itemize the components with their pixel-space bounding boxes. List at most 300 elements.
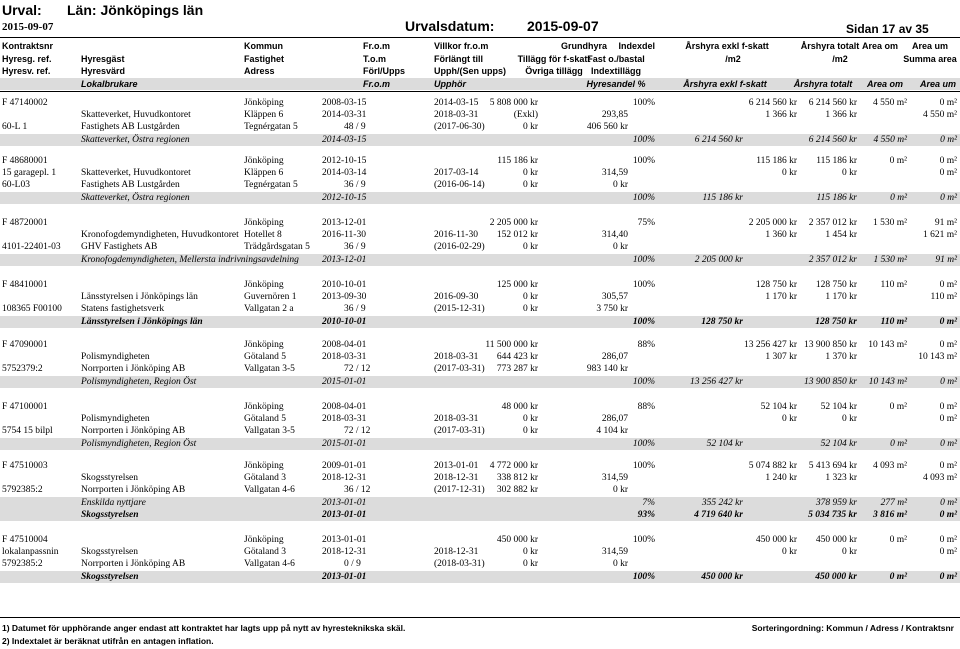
record-r1-col-0: F 47510003 xyxy=(2,461,48,471)
record-r1-col-6: 2 205 000 kr xyxy=(748,218,797,228)
header-top-rule xyxy=(0,37,960,38)
record-r1-col-1: Jönköping xyxy=(244,535,284,545)
band-col-5: 450 000 kr xyxy=(815,572,857,582)
band-col-3: 100% xyxy=(632,439,655,449)
urval-label: Urval: xyxy=(2,2,42,18)
record-r3-col-3: 72 / 12 xyxy=(344,426,371,436)
record-r1-col-5: 100% xyxy=(632,535,655,545)
header-row2-col-8: /m2 xyxy=(832,54,848,64)
band-col-5: 52 104 kr xyxy=(820,439,857,449)
band-col-0: Länsstyrelsen i Jönköpings län xyxy=(81,317,203,327)
record-r1-col-7: 450 000 kr xyxy=(815,535,857,545)
header-row3-col-1: Hyresvärd xyxy=(81,66,126,76)
record-r1-col-0: F 47140002 xyxy=(2,98,48,108)
band-col-1: 2013-01-01 xyxy=(322,510,367,520)
header-row1-col-5: Indexdel xyxy=(618,41,655,51)
record-r2-col-7: 1 360 kr xyxy=(765,230,797,240)
record-r1-col-2: 2008-04-01 xyxy=(322,340,367,350)
record-r1-col-5: 88% xyxy=(637,402,655,412)
band-col-3: 7% xyxy=(642,498,655,508)
record-r3-col-4: (2016-06-14) xyxy=(434,180,485,190)
band-col-7: 0 m² xyxy=(939,317,957,327)
header-row3-col-5: Övriga tillägg xyxy=(525,66,583,76)
footer-rule xyxy=(0,617,960,618)
record-r3-col-6: 4 104 kr xyxy=(596,426,628,436)
record-r3-col-1: Norrporten i Jönköping AB xyxy=(81,559,186,569)
record-r1-col-2: 2010-10-01 xyxy=(322,280,367,290)
record-r2-col-4: 2018-12-31 xyxy=(434,473,479,483)
record-r1-col-7: 6 214 560 kr xyxy=(808,98,857,108)
band-col-7: 0 m² xyxy=(940,135,957,145)
record-r2-col-5: 644 423 kr xyxy=(496,352,538,362)
record-r2-col-2: Kläppen 6 xyxy=(244,110,284,120)
record-r3-col-0: 5792385:2 xyxy=(2,559,43,569)
header-row1-col-9: Area um xyxy=(911,41,949,51)
record-r1-col-1: Jönköping xyxy=(244,98,284,108)
record-r3-col-1: GHV Fastighets AB xyxy=(81,242,158,252)
header-row1-col-6: Årshyra exkl f-skatt xyxy=(685,41,769,51)
band-col-5: 13 900 850 kr xyxy=(803,377,857,387)
record-r2-col-5: 0 kr xyxy=(522,547,538,557)
band-col-6: 110 m² xyxy=(880,317,907,327)
header-row1-col-7: Årshyra totalt xyxy=(800,41,860,51)
record-r2-col-7: 0 kr xyxy=(781,547,797,557)
record-r3-col-3: 36 / 9 xyxy=(344,242,366,252)
record-r1-col-5: 100% xyxy=(632,461,655,471)
record-r1-col-2: 2008-03-15 xyxy=(322,98,367,108)
header-row3-col-2: Adress xyxy=(244,66,275,76)
record-r2-col-5: 0 kr xyxy=(522,414,538,424)
header-row2-col-6: Fast o./bastal xyxy=(587,54,645,64)
header-row1-col-0: Kontraktsnr xyxy=(2,41,54,51)
page-number: Sidan 17 av 35 xyxy=(846,22,929,36)
header-band-col-5: Årshyra totalt xyxy=(793,79,853,89)
record-r2-col-1: Länsstyrelsen i Jönköpings län xyxy=(81,292,198,302)
record-r2-col-9: 10 143 m² xyxy=(918,352,957,362)
record-r3-col-2: Trädgårdsgatan 5 xyxy=(244,242,310,252)
record-r1-col-2: 2008-04-01 xyxy=(322,402,367,412)
record-r2-col-2: Götaland 5 xyxy=(244,352,286,362)
header-row2-col-9: Summa area xyxy=(903,54,957,64)
band-col-1: 2012-10-15 xyxy=(322,193,367,203)
header-row2-col-2: Fastighet xyxy=(244,54,285,64)
record-r1-col-0: F 47090001 xyxy=(2,340,48,350)
record-r1-col-0: F 47100001 xyxy=(2,402,48,412)
record-r1-col-9: 0 m² xyxy=(939,535,957,545)
band-col-6: 0 m² xyxy=(890,439,907,449)
record-r1-col-8: 4 550 m² xyxy=(873,98,907,108)
record-r2-col-1: Polismyndigheten xyxy=(81,352,150,362)
record-r1-col-4: 11 500 000 kr xyxy=(485,340,538,350)
record-r1-col-0: F 48410001 xyxy=(2,280,48,290)
record-r2-col-9: 110 m² xyxy=(930,292,957,302)
band-col-3: 100% xyxy=(632,135,655,145)
record-r2-col-6: 314,59 xyxy=(601,168,628,178)
record-r1-col-5: 100% xyxy=(632,280,655,290)
record-r3-col-4: (2017-03-31) xyxy=(434,364,485,374)
record-r3-col-1: Fastighets AB Lustgården xyxy=(81,180,180,190)
band-col-6: 0 m² xyxy=(890,193,907,203)
band-col-6: 277 m² xyxy=(880,498,907,508)
record-r1-col-8: 0 m² xyxy=(889,535,907,545)
header-band-col-7: Area um xyxy=(919,79,957,89)
record-r2-col-7: 1 170 kr xyxy=(765,292,797,302)
band-col-3: 100% xyxy=(632,317,655,327)
record-r2-col-9: 0 m² xyxy=(939,168,957,178)
record-r1-col-0: F 48720001 xyxy=(2,218,48,228)
record-r1-col-5: 88% xyxy=(637,340,655,350)
band-col-4: 128 750 kr xyxy=(701,317,743,327)
record-r2-col-3: 2016-11-30 xyxy=(322,230,366,240)
header-row2-col-3: T.o.m xyxy=(363,54,387,64)
record-r1-col-3: 2013-01-01 xyxy=(434,461,479,471)
header-row1-col-3: Villkor fr.o.m xyxy=(434,41,489,51)
record-r3-col-6: 3 750 kr xyxy=(596,304,628,314)
record-r1-col-4: 450 000 kr xyxy=(496,535,538,545)
band-col-5: 5 034 735 kr xyxy=(808,510,857,520)
record-r3-col-6: 0 kr xyxy=(612,242,628,252)
record-r3-col-4: (2017-06-30) xyxy=(434,122,485,132)
record-r1-col-9: 0 m² xyxy=(939,402,957,412)
record-r2-col-2: Kläppen 6 xyxy=(244,168,284,178)
report-date: 2015-09-07 xyxy=(2,21,54,33)
record-r2-col-3: 2018-12-31 xyxy=(322,473,367,483)
header-row3-col-4: Upph/(Sen upps) xyxy=(434,66,506,76)
band-col-6: 1 530 m² xyxy=(873,255,907,265)
band-col-7: 91 m² xyxy=(935,255,957,265)
record-r1-col-6: 6 214 560 kr xyxy=(748,98,797,108)
record-r2-col-8: 1 170 kr xyxy=(825,292,857,302)
header-row2-col-4: Förlängt till xyxy=(434,54,483,64)
header-row2-col-7: /m2 xyxy=(725,54,741,64)
record-r1-col-4: 4 772 000 kr xyxy=(489,461,538,471)
record-r3-col-2: Vallgatan 3-5 xyxy=(244,426,295,436)
record-r2-col-1: Polismyndigheten xyxy=(81,414,150,424)
record-r1-col-8: 1 530 m² xyxy=(873,218,907,228)
band-col-1: 2013-01-01 xyxy=(322,572,367,582)
header-row3-col-0: Hyresv. ref. xyxy=(2,66,51,76)
record-r1-col-5: 100% xyxy=(632,98,655,108)
footer-note-2: 2) Indextalet är beräknat utifrån en antagen inflation. xyxy=(2,636,214,646)
record-r2-col-6: 314,59 xyxy=(601,473,628,483)
record-r1-col-1: Jönköping xyxy=(244,402,284,412)
record-r1-col-8: 110 m² xyxy=(880,280,907,290)
record-r1-col-6: 450 000 kr xyxy=(755,535,797,545)
record-r3-col-5: 0 kr xyxy=(522,559,538,569)
record-r2-col-8: 0 kr xyxy=(841,547,857,557)
header-row2-col-0: Hyresg. ref. xyxy=(2,54,52,64)
record-r3-col-0: 60-L03 xyxy=(2,180,30,190)
urval-value: Län: Jönköpings län xyxy=(67,2,204,18)
record-r1-col-5: 75% xyxy=(637,218,655,228)
band-col-4: 2 205 000 kr xyxy=(694,255,743,265)
record-r2-col-7: 1 366 kr xyxy=(765,110,797,120)
record-r1-col-7: 2 357 012 kr xyxy=(808,218,857,228)
band-col-7: 0 m² xyxy=(940,498,957,508)
record-r3-col-0: 5752379:2 xyxy=(2,364,43,374)
record-r3-col-1: Fastighets AB Lustgården xyxy=(81,122,180,132)
record-r3-col-5: 0 kr xyxy=(522,426,538,436)
header-band-col-0: Lokalbrukare xyxy=(81,79,138,89)
header-band-col-3: Hyresandel % xyxy=(586,79,646,89)
record-r3-col-0: 108365 F00100 xyxy=(2,304,62,314)
record-r3-col-0: 60-L 1 xyxy=(2,122,28,132)
band-col-3: 93% xyxy=(637,510,655,520)
record-r1-col-8: 10 143 m² xyxy=(868,340,907,350)
sort-order: Sorteringordning: Kommun / Adress / Kontraktsnr xyxy=(751,623,954,633)
record-r3-col-6: 983 140 kr xyxy=(586,364,628,374)
band-col-3: 100% xyxy=(632,377,655,387)
band-col-7: 0 m² xyxy=(940,377,957,387)
record-r1-col-5: 100% xyxy=(632,156,655,166)
record-r1-col-7: 13 900 850 kr xyxy=(803,340,857,350)
record-r2-col-1: Skatteverket, Huvudkontoret xyxy=(81,168,191,178)
record-r2-col-9: 0 m² xyxy=(939,547,957,557)
header-row2-col-5: Tillägg för f-skatt xyxy=(517,54,591,64)
record-r3-col-4: (2015-12-31) xyxy=(434,304,485,314)
record-r2-col-5: (Exkl) xyxy=(513,110,538,120)
record-r2-col-7: 1 307 kr xyxy=(765,352,797,362)
footer-note-1: 1) Datumet för upphörande anger endast att kontraktet har lagts upp på nytt av hyresteknikska skäl. xyxy=(2,623,406,633)
record-r1-col-9: 0 m² xyxy=(939,340,957,350)
record-r1-col-4: 125 000 kr xyxy=(496,280,538,290)
band-col-6: 0 m² xyxy=(889,572,907,582)
record-r3-col-4: (2018-03-31) xyxy=(434,559,485,569)
record-r3-col-0: 4101-22401-03 xyxy=(2,242,61,252)
record-r2-col-7: 0 kr xyxy=(781,414,797,424)
record-r2-col-4: 2018-12-31 xyxy=(434,547,479,557)
record-r3-col-2: Tegnérgatan 5 xyxy=(244,180,298,190)
record-r3-col-2: Vallgatan 2 a xyxy=(244,304,294,314)
record-r3-col-3: 36 / 9 xyxy=(344,304,366,314)
record-r2-col-0: lokalanpassnin xyxy=(2,547,59,557)
band-col-3: 100% xyxy=(632,572,655,582)
record-r3-col-2: Vallgatan 3-5 xyxy=(244,364,295,374)
record-r2-col-5: 338 812 kr xyxy=(496,473,538,483)
record-r2-col-6: 293,85 xyxy=(601,110,628,120)
record-r1-col-9: 0 m² xyxy=(939,280,957,290)
band-col-1: 2010-10-01 xyxy=(322,317,367,327)
record-r2-col-8: 1 454 kr xyxy=(825,230,857,240)
record-r1-col-2: 2009-01-01 xyxy=(322,461,367,471)
record-r2-col-0: 15 garagepl. 1 xyxy=(2,168,57,178)
record-r2-col-8: 0 kr xyxy=(841,168,857,178)
record-r3-col-2: Vallgatan 4-6 xyxy=(244,559,295,569)
record-r2-col-2: Götaland 5 xyxy=(244,414,286,424)
band-col-5: 115 186 kr xyxy=(816,193,857,203)
band-col-1: 2013-01-01 xyxy=(322,498,367,508)
record-r2-col-9: 4 550 m² xyxy=(923,110,957,120)
band-col-0: Skogsstyrelsen xyxy=(81,572,139,582)
header-row3-col-6: Indextillägg xyxy=(590,66,642,76)
band-col-7: 0 m² xyxy=(940,193,957,203)
record-r1-col-6: 5 074 882 kr xyxy=(748,461,797,471)
band-col-4: 6 214 560 kr xyxy=(694,135,743,145)
record-r2-col-2: Guvernören 1 xyxy=(244,292,297,302)
record-r1-col-7: 115 186 kr xyxy=(816,156,857,166)
record-r2-col-6: 286,07 xyxy=(601,414,628,424)
record-r2-col-4: 2016-09-30 xyxy=(434,292,479,302)
record-r3-col-0: 5754 15 bilpl xyxy=(2,426,53,436)
band-col-5: 2 357 012 kr xyxy=(808,255,857,265)
band-col-4: 115 186 kr xyxy=(702,193,743,203)
record-r1-col-2: 2013-12-01 xyxy=(322,218,367,228)
record-r1-col-4: 48 000 kr xyxy=(501,402,538,412)
record-r2-col-8: 0 kr xyxy=(841,414,857,424)
band-col-5: 378 959 kr xyxy=(815,498,857,508)
record-r1-col-4: 115 186 kr xyxy=(497,156,538,166)
record-r3-col-6: 0 kr xyxy=(612,180,628,190)
record-r2-col-7: 0 kr xyxy=(781,168,797,178)
record-r2-col-6: 314,40 xyxy=(601,230,628,240)
band-col-7: 0 m² xyxy=(940,439,957,449)
header-bottom-rule xyxy=(0,91,960,92)
band-col-3: 100% xyxy=(632,193,655,203)
band-col-4: 4 719 640 kr xyxy=(694,510,743,520)
band-col-1: 2015-01-01 xyxy=(322,439,367,449)
record-r1-col-0: F 48680001 xyxy=(2,156,48,166)
record-r2-col-7: 1 240 kr xyxy=(765,473,797,483)
record-r3-col-5: 0 kr xyxy=(522,180,538,190)
record-r2-col-4: 2017-03-14 xyxy=(434,168,479,178)
record-r1-col-7: 128 750 kr xyxy=(815,280,857,290)
record-r3-col-4: (2017-12-31) xyxy=(434,485,485,495)
record-r1-col-1: Jönköping xyxy=(244,218,284,228)
record-r1-col-9: 0 m² xyxy=(939,98,957,108)
record-r3-col-5: 0 kr xyxy=(522,122,538,132)
band-col-6: 10 143 m² xyxy=(868,377,907,387)
record-r2-col-8: 1 366 kr xyxy=(825,110,857,120)
record-r1-col-7: 5 413 694 kr xyxy=(808,461,857,471)
band-col-5: 128 750 kr xyxy=(815,317,857,327)
band-col-4: 52 104 kr xyxy=(706,439,743,449)
band-col-4: 450 000 kr xyxy=(701,572,743,582)
record-r2-col-5: 0 kr xyxy=(522,292,538,302)
record-r3-col-5: 0 kr xyxy=(522,304,538,314)
record-r3-col-1: Norrporten i Jönköping AB xyxy=(81,364,186,374)
record-r3-col-1: Norrporten i Jönköping AB xyxy=(81,485,186,495)
band-col-1: 2015-01-01 xyxy=(322,377,367,387)
record-r3-col-1: Statens fastighetsverk xyxy=(81,304,165,314)
record-r2-col-9: 1 621 m² xyxy=(923,230,957,240)
record-r1-col-9: 0 m² xyxy=(939,156,957,166)
urvalsdatum-label: Urvalsdatum: xyxy=(405,18,495,34)
record-r2-col-6: 286,07 xyxy=(601,352,628,362)
record-r1-col-1: Jönköping xyxy=(244,461,284,471)
record-r2-col-2: Götaland 3 xyxy=(244,547,286,557)
record-r1-col-8: 0 m² xyxy=(889,402,907,412)
record-r2-col-1: Skogsstyrelsen xyxy=(81,473,138,483)
band-col-7: 0 m² xyxy=(939,572,957,582)
header-row1-col-8: Area om xyxy=(861,41,899,51)
band-col-4: 13 256 427 kr xyxy=(689,377,743,387)
record-r3-col-3: 0 / 9 xyxy=(344,559,361,569)
header-row1-col-1: Kommun xyxy=(244,41,283,51)
record-r3-col-4: (2017-03-31) xyxy=(434,426,485,436)
record-r3-col-0: 5792385:2 xyxy=(2,485,43,495)
record-r1-col-9: 91 m² xyxy=(934,218,957,228)
header-row3-col-3: Förl/Upps xyxy=(363,66,405,76)
record-r3-col-3: 36 / 12 xyxy=(344,485,371,495)
record-r2-col-4: 2016-11-30 xyxy=(434,230,478,240)
record-r3-col-5: 773 287 kr xyxy=(496,364,538,374)
record-r3-col-1: Norrporten i Jönköping AB xyxy=(81,426,186,436)
band-col-6: 4 550 m² xyxy=(873,135,907,145)
record-r2-col-8: 1 323 kr xyxy=(825,473,857,483)
band-col-4: 355 242 kr xyxy=(701,498,743,508)
record-r2-col-4: 2018-03-31 xyxy=(434,414,479,424)
header-band-col-4: Årshyra exkl f-skatt xyxy=(683,79,767,89)
record-r2-col-1: Skatteverket, Huvudkontoret xyxy=(81,110,191,120)
record-r2-col-5: 0 kr xyxy=(522,168,538,178)
record-r3-col-6: 0 kr xyxy=(612,559,628,569)
record-r1-col-4: 5 808 000 kr xyxy=(489,98,538,108)
band-col-7: 0 m² xyxy=(939,510,957,520)
record-r2-col-3: 2013-09-30 xyxy=(322,292,367,302)
record-r2-col-6: 305,57 xyxy=(601,292,628,302)
band-col-0: Skatteverket, Östra regionen xyxy=(81,135,190,145)
record-r2-col-3: 2018-12-31 xyxy=(322,547,367,557)
band-col-0: Kronofogdemyndigheten, Mellersta indrivningsavdelning xyxy=(81,255,299,265)
header-row1-col-4: Grundhyra xyxy=(560,41,608,51)
record-r2-col-1: Kronofogdemyndigheten, Huvudkontoret xyxy=(81,230,239,240)
band-col-5: 6 214 560 kr xyxy=(808,135,857,145)
band-col-0: Polismyndigheten, Region Öst xyxy=(81,377,197,387)
record-r3-col-3: 72 / 12 xyxy=(344,364,371,374)
header-row2-col-1: Hyresgäst xyxy=(81,54,125,64)
band-col-6: 3 816 m² xyxy=(873,510,907,520)
record-r2-col-4: 2018-03-31 xyxy=(434,352,479,362)
record-r1-col-3: 2014-03-15 xyxy=(434,98,479,108)
record-r1-col-8: 4 093 m² xyxy=(873,461,907,471)
record-r1-col-9: 0 m² xyxy=(939,461,957,471)
record-r1-col-1: Jönköping xyxy=(244,340,284,350)
record-r2-col-4: 2018-03-31 xyxy=(434,110,479,120)
record-r3-col-5: 0 kr xyxy=(522,242,538,252)
record-r2-col-9: 0 m² xyxy=(939,414,957,424)
record-r2-col-2: Götaland 3 xyxy=(244,473,286,483)
band-col-1: 2014-03-15 xyxy=(322,135,367,145)
band-col-0: Skatteverket, Östra regionen xyxy=(81,193,190,203)
urvalsdatum-value: 2015-09-07 xyxy=(527,18,599,34)
record-r2-col-5: 152 012 kr xyxy=(496,230,538,240)
record-r1-col-7: 52 104 kr xyxy=(820,402,857,412)
record-r2-col-8: 1 370 kr xyxy=(825,352,857,362)
record-r1-col-6: 52 104 kr xyxy=(760,402,797,412)
band-col-1: 2013-12-01 xyxy=(322,255,367,265)
header-band-col-2: Upphör xyxy=(434,79,466,89)
record-r2-col-2: Hotellet 8 xyxy=(244,230,282,240)
record-r1-col-6: 128 750 kr xyxy=(755,280,797,290)
record-r1-col-8: 0 m² xyxy=(889,156,907,166)
record-r1-col-0: F 47510004 xyxy=(2,535,48,545)
record-r3-col-5: 302 882 kr xyxy=(496,485,538,495)
record-r1-col-1: Jönköping xyxy=(244,280,284,290)
record-r1-col-6: 115 186 kr xyxy=(756,156,797,166)
band-col-0: Polismyndigheten, Region Öst xyxy=(81,439,197,449)
record-r2-col-3: 2018-03-31 xyxy=(322,414,367,424)
record-r2-col-3: 2018-03-31 xyxy=(322,352,367,362)
record-r3-col-4: (2016-02-29) xyxy=(434,242,485,252)
band-col-0: Enskilda nyttjare xyxy=(81,498,146,508)
record-r2-col-3: 2014-03-31 xyxy=(322,110,367,120)
record-r1-col-6: 13 256 427 kr xyxy=(743,340,797,350)
header-band-col-1: Fr.o.m xyxy=(363,79,391,89)
record-r2-col-1: Skogsstyrelsen xyxy=(81,547,138,557)
record-r3-col-6: 406 560 kr xyxy=(586,122,628,132)
record-r1-col-2: 2013-01-01 xyxy=(322,535,367,545)
band-col-0: Skogsstyrelsen xyxy=(81,510,139,520)
